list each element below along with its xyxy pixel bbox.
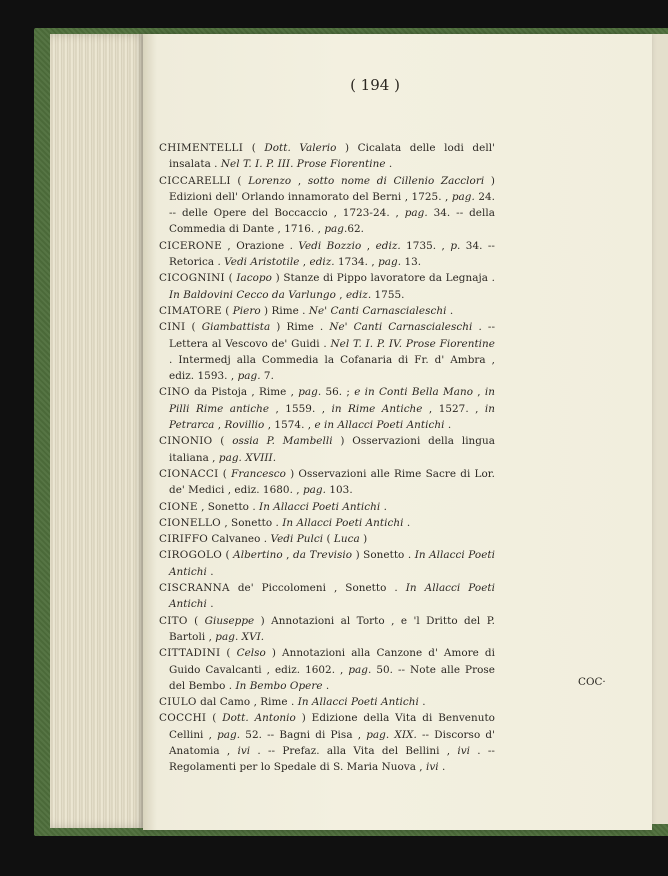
entry xyxy=(159,238,495,271)
entry-text: ) Osservazioni alle Rime Sacre di Lor. de' Medici , ediz. 1680. , xyxy=(169,467,495,497)
entry-text: -- Discorso d' Anatomia , xyxy=(169,728,496,757)
entry-italic-text: ossia P. Mambelli xyxy=(232,435,333,448)
entry-text: de' Piccolomeni , Sonetto . xyxy=(229,582,406,595)
entry-headword: COCCHI xyxy=(159,712,207,725)
entry xyxy=(159,580,495,613)
entry-italic-text: Ne' Canti Carnascialeschi xyxy=(329,321,473,334)
entry-text: , Sonetto . xyxy=(220,516,283,529)
entry-text: 13. xyxy=(401,256,422,269)
entry xyxy=(159,694,495,710)
entry-text: , xyxy=(291,174,308,187)
entry-text: , 1527. , xyxy=(422,402,485,415)
entry-text: ) Cicalata delle lodi dell' insalata . xyxy=(169,142,495,171)
entry-text: . -- Prefaz. alla Vita del Bellini , xyxy=(250,744,458,757)
entry xyxy=(159,547,495,580)
entry-italic-text: In Allacci Poeti Antichi xyxy=(297,696,419,709)
entry-text: 1734. , xyxy=(334,256,379,269)
entry-text: 1735. , xyxy=(400,239,451,252)
entry-text: ) Sonetto . xyxy=(352,549,415,562)
entry-italic-text: Vedi Pulci xyxy=(270,533,324,546)
entry-headword: CINO xyxy=(159,386,190,399)
entry-text: dal Camo , Rime . xyxy=(196,696,298,709)
entry-headword: CITO xyxy=(159,614,188,627)
entry-text: , xyxy=(282,549,294,562)
entry-text: ( xyxy=(323,533,334,546)
entry-italic-text: ivi xyxy=(426,761,439,774)
entry-italic-text: In Bembo Opere xyxy=(235,679,323,692)
entry-text: ( xyxy=(220,647,237,660)
entry xyxy=(159,466,495,499)
entry-text: ) Stanze di Pippo lavoratore da Legnaja . xyxy=(271,272,496,285)
entry-italic-text: ivi xyxy=(457,744,471,757)
entry-italic-text: Celso xyxy=(236,647,266,660)
entry xyxy=(159,173,495,238)
entry-text: , Sonetto . xyxy=(197,500,260,513)
entry-headword: CITTADINI xyxy=(159,647,221,660)
entry-text: ( xyxy=(218,467,232,480)
entry-text: . xyxy=(206,598,214,611)
entry-italic-text: pag. xyxy=(348,663,372,676)
entry-italic-text: In Allacci Poeti Antichi xyxy=(169,582,495,611)
entry xyxy=(159,531,495,547)
entry xyxy=(159,613,495,646)
entry-italic-text: pag. xyxy=(217,728,241,741)
entry-headword: CIONE xyxy=(159,500,198,513)
entry-italic-text: Piero xyxy=(232,304,261,317)
entry-text: 34. -- della Commedia di Dante , 1716. , xyxy=(169,207,495,236)
entry-text: ( xyxy=(243,142,265,154)
entry-text: ( xyxy=(212,435,233,448)
entry-text: ) Edizione della Vita di Benvenuto Cellini , xyxy=(169,712,495,741)
entry-italic-text: Vedi Bozzio xyxy=(298,239,362,252)
entry-text: 56. ; xyxy=(321,386,355,399)
entry xyxy=(159,303,495,319)
entry-italic-text: Rovillio xyxy=(224,419,265,432)
entry-headword: CICERONE xyxy=(159,239,223,252)
entry-italic-text: pag. XIX. xyxy=(366,728,417,741)
entry-text: ( xyxy=(222,549,234,562)
entry-text: ( xyxy=(206,712,223,725)
entry-italic-text: ediz. xyxy=(309,256,335,269)
entry-headword: CINONIO xyxy=(159,435,213,448)
entry-text: 52. -- Bagni di Pisa , xyxy=(240,728,367,741)
entry-text: , xyxy=(299,256,310,269)
entry-italic-text: p. xyxy=(450,239,461,252)
entry-headword: CIONELLO xyxy=(159,516,221,529)
entry-text: , xyxy=(335,288,347,301)
entry-italic-text: in Rime Antiche xyxy=(331,402,423,415)
entry xyxy=(159,384,495,433)
entry-italic-text: pag. xyxy=(324,223,348,236)
facing-page-edge xyxy=(650,34,668,824)
entry-italic-text: Nel T. I. P. III. Prose Fiorentine xyxy=(220,158,386,171)
entry xyxy=(159,140,495,173)
entry-text: ( xyxy=(221,304,233,317)
entry-italic-text: Iacopo xyxy=(236,272,272,285)
catchword: COC· xyxy=(578,676,606,688)
entry-list xyxy=(159,140,495,776)
entry-italic-text: in Pilli Rime antiche xyxy=(169,386,495,415)
entry-text: 1755. xyxy=(371,288,405,301)
entry-italic-text: Lorenzo xyxy=(248,174,292,187)
page-number: ( 194 ) xyxy=(350,76,400,94)
entry-italic-text: pag. xyxy=(302,484,326,497)
entry-text: 34. -- Retorica . xyxy=(169,239,495,269)
entry-text: . xyxy=(206,565,214,578)
entry-italic-text: pag. xyxy=(378,256,402,269)
entry-text: ) Annotazioni alla Canzone d' Amore di Guido Cavalcanti , ediz. 1602. , xyxy=(169,647,495,676)
entry-italic-text: pag. xyxy=(237,370,261,383)
entry-text: . xyxy=(403,516,411,529)
entry-text: . -- Lettera al Vescovo de' Guidi . xyxy=(169,321,495,350)
entry-text: , xyxy=(473,386,485,399)
entry-text: ( xyxy=(224,272,237,285)
entry-italic-text: Dott. Valerio xyxy=(264,142,337,154)
entry-headword: CISCRANNA xyxy=(159,582,230,595)
entry-text: ) Osservazioni della lingua italiana , xyxy=(169,435,495,464)
entry-text: ) Edizioni dell' Orlando innamorato del Berni , 1725. , xyxy=(169,174,495,203)
entry-text: 103. xyxy=(326,484,353,497)
entry-italic-text: In Baldovini Cecco da Varlungo xyxy=(169,288,336,301)
entry-italic-text: e in Conti Bella Mano xyxy=(354,386,474,399)
entry-headword: CICCARELLI xyxy=(159,174,231,187)
entry-italic-text: in Petrarca xyxy=(169,402,496,432)
entry-text: , 1559. , xyxy=(269,402,332,415)
entry-italic-text: Giuseppe xyxy=(204,614,255,627)
entry-italic-text: pag. xyxy=(451,190,475,203)
entry-italic-text: Vedi Aristotile xyxy=(224,256,300,269)
entry-italic-text: e in Allacci Poeti Antichi xyxy=(314,419,445,432)
entry-italic-text: Luca xyxy=(333,533,360,546)
entry xyxy=(159,433,495,466)
entry-italic-text: sotto nome di Cillenio Zacclori xyxy=(307,174,485,187)
entry-text: . xyxy=(444,419,452,432)
entry-italic-text: Nel T. I. P. IV. Prose Fiorentine xyxy=(330,337,496,350)
entry-text: . xyxy=(418,696,426,709)
entry-italic-text: In Allacci Poeti Antichi xyxy=(169,549,496,578)
entry-italic-text: Ne' Canti Carnascialeschi xyxy=(308,304,447,317)
entry-headword: CIULO xyxy=(159,696,197,709)
entry xyxy=(159,710,495,775)
entry-text: da Pistoja , Rime , xyxy=(189,386,299,399)
entry-text: , xyxy=(214,419,225,432)
entry-headword: CICOGNINI xyxy=(159,272,225,285)
entry-text: , 1574. , xyxy=(264,419,315,432)
entry-italic-text: ediz. xyxy=(346,288,372,301)
entry-text: ( xyxy=(185,321,202,334)
entry-text: . xyxy=(446,304,454,317)
entry-text: ) Rime . xyxy=(260,304,309,317)
entry-headword: CINI xyxy=(159,321,186,334)
entry-text: , Orazione . xyxy=(222,239,299,252)
entry-text: . -- Regolamenti per lo Spedale di S. Maria Nuova , xyxy=(169,744,495,774)
entry-italic-text: Albertino xyxy=(233,549,283,562)
entry xyxy=(159,319,495,384)
entry-headword: CIMATORE xyxy=(159,304,222,317)
entry-headword: CHIMENTELLI xyxy=(159,142,244,154)
entry-text: ) xyxy=(359,533,368,546)
entry-headword: CIRIFFO xyxy=(159,533,209,546)
entry-text: , xyxy=(361,239,376,252)
entry-text: Calvaneo . xyxy=(208,533,271,546)
entry-text: . xyxy=(322,679,330,692)
page-edges xyxy=(50,34,150,828)
entry-italic-text: In Allacci Poeti Antichi xyxy=(259,500,381,513)
entry-text: 62. xyxy=(347,223,365,236)
entry-text: 7. xyxy=(260,370,274,383)
entry-text: 24. -- delle Opere del Boccaccio , 1723-24. , xyxy=(169,190,496,220)
entry-text: ) Annotazioni al Torto , e 'l Dritto del P. Bartoli , xyxy=(169,614,495,643)
entry xyxy=(159,499,495,515)
entry-italic-text: pag. XVI. xyxy=(215,630,265,643)
entry xyxy=(159,515,495,531)
entry-italic-text: pag. XVIII. xyxy=(218,451,277,464)
entry-text: ( xyxy=(230,174,249,187)
entry-italic-text: Francesco xyxy=(231,467,286,480)
entry xyxy=(159,645,495,694)
entry-italic-text: Giambattista xyxy=(201,321,271,334)
entry xyxy=(159,270,495,303)
entry-italic-text: da Trevisio xyxy=(293,549,353,562)
entry-headword: CIROGOLO xyxy=(159,549,223,562)
entry-headword: CIONACCI xyxy=(159,467,219,480)
entry-italic-text: ivi xyxy=(237,744,251,757)
entry-text: 50. -- Note alle Prose del Bembo . xyxy=(169,663,495,692)
entry-text: . xyxy=(438,761,446,774)
entry-italic-text: ediz. xyxy=(375,239,401,252)
entry-italic-text: Dott. Antonio xyxy=(222,712,296,725)
entry-text: . xyxy=(380,500,387,513)
entry-italic-text: In Allacci Poeti Antichi xyxy=(282,516,404,529)
entry-text: . Intermedj alla Commedia la Cofanaria di Fr. d' Ambra , ediz. 1593. , xyxy=(169,353,495,383)
entry-text: . xyxy=(385,158,393,171)
entry-italic-text: pag. xyxy=(298,386,322,399)
entry-text: ) Rime . xyxy=(270,321,330,334)
entry-text: ( xyxy=(187,614,205,627)
entry-italic-text: pag. xyxy=(404,207,428,220)
